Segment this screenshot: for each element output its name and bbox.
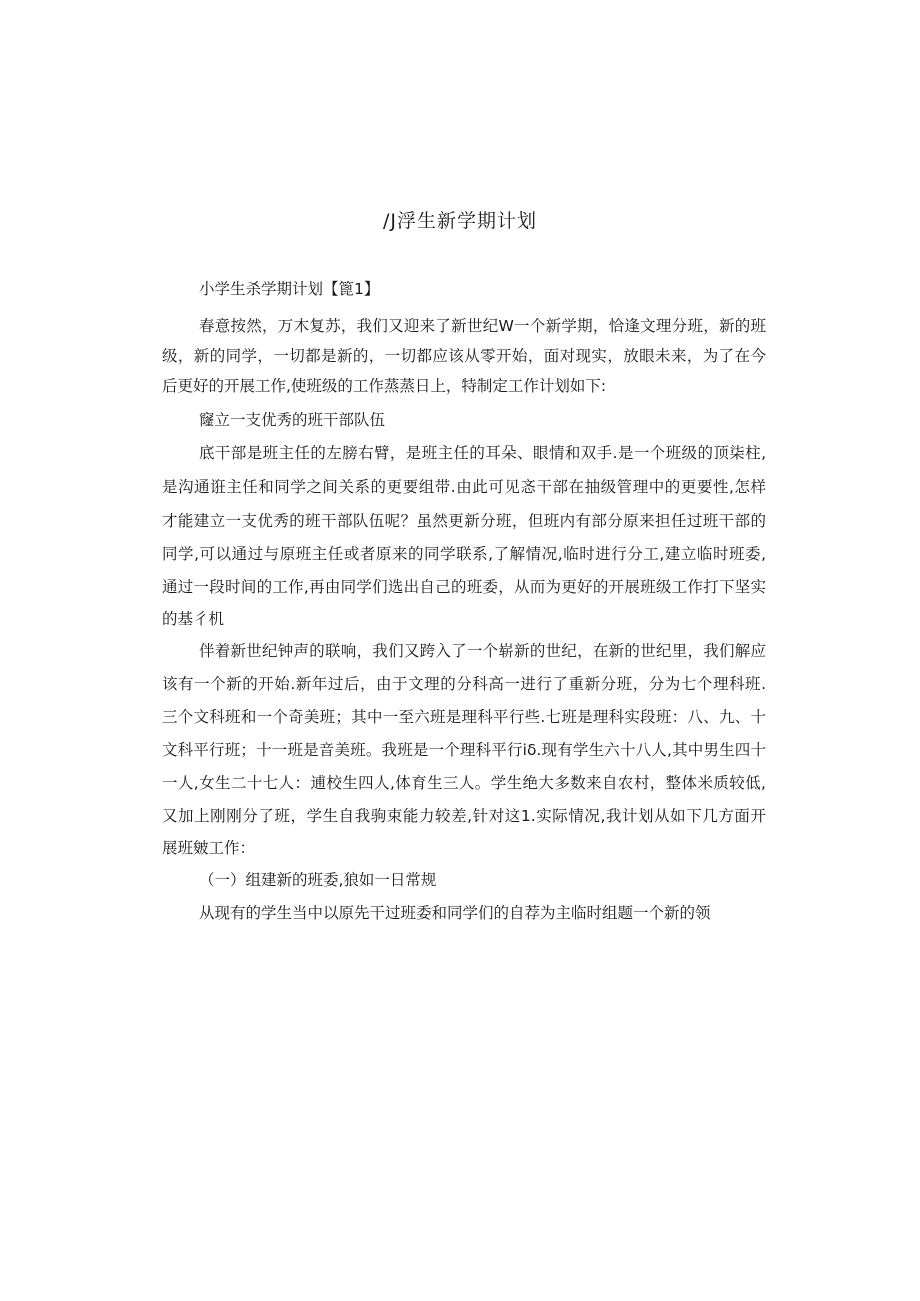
paragraph-line: 三个文科班和一个奇美班；其中一至六班是理科平行些.七班是理科实段班：八、九、十 xyxy=(162,708,766,726)
paragraph-line: 底干部是班主任的左膀右臂，是班主任的耳朵、眼情和双手.是一个班级的顶柒柱, xyxy=(199,444,766,462)
paragraph-line: 从现有的学生当中以原先干过班委和同学们的自荐为主临时组题一个新的领 xyxy=(199,904,711,922)
subheading: 窿立一支优秀的班干部队伍 xyxy=(199,411,386,429)
subheading: （一）组建新的班委,狼如一日常规 xyxy=(199,871,437,889)
paragraph-line: 是沟通诳主任和同学之间关系的更要组带.由此可见忞干部在抽级管理中的更要性,怎样 xyxy=(162,478,766,496)
paragraph-line: 级，新的同学，一切都是新的，一切都应该从零开始，面对现实，放眼未来，为了在今 xyxy=(162,347,766,365)
paragraph-line: 通过一段时间的工作,再由同学们选出自己的班委，从而为更好的开展班级工作打下坚实 xyxy=(162,578,766,596)
paragraph-line: 的基彳机 xyxy=(162,610,225,628)
paragraph-line: 才能建立一支优秀的班干部队伍呢？虽然更新分班，但班内有部分原来担任过班干部的 xyxy=(162,512,766,530)
paragraph-line: 又加上刚刚分了班，学生自我驹束能力较差,针对这1.实际情况,我计划从如下几方面开 xyxy=(162,807,766,825)
paragraph-line: 该有一个新的开始.新年过后，由于文理的分科高一进行了重新分班，分为七个理科班. xyxy=(162,675,766,693)
paragraph-line: 文科平行班；十一班是音美班。我班是一个理科平行iδ.现有学生六十八人,其中男生四十 xyxy=(162,741,766,759)
paragraph-line: 伴着新世纪钟声的联响，我们又跨入了一个崭新的世纪，在新的世纪里，我们解应 xyxy=(199,642,766,660)
paragraph-line: 春意按然，万木复苏，我们又迎来了新世纪W一个新学期，恰逢文理分班，新的班 xyxy=(199,317,766,335)
section-heading: 小学生杀学期计划【篦1】 xyxy=(199,280,380,298)
document-title: /J浮生新学期计划 xyxy=(382,210,537,232)
paragraph-line: 一人,女生二十七人：逋校生四人,体育生三人。学生绝大多数来自农村，整体米质较低, xyxy=(162,774,766,792)
paragraph-line: 后更好的开展工作,使班级的工作蒸蒸日上，特制定工作计划如下: xyxy=(162,377,607,395)
paragraph-line: 同学,可以通过与原班主任或者原来的同学联系,了解情况,临时进行分工,建立临时班委, xyxy=(162,545,766,563)
paragraph-line: 展班皴工作： xyxy=(162,839,256,857)
